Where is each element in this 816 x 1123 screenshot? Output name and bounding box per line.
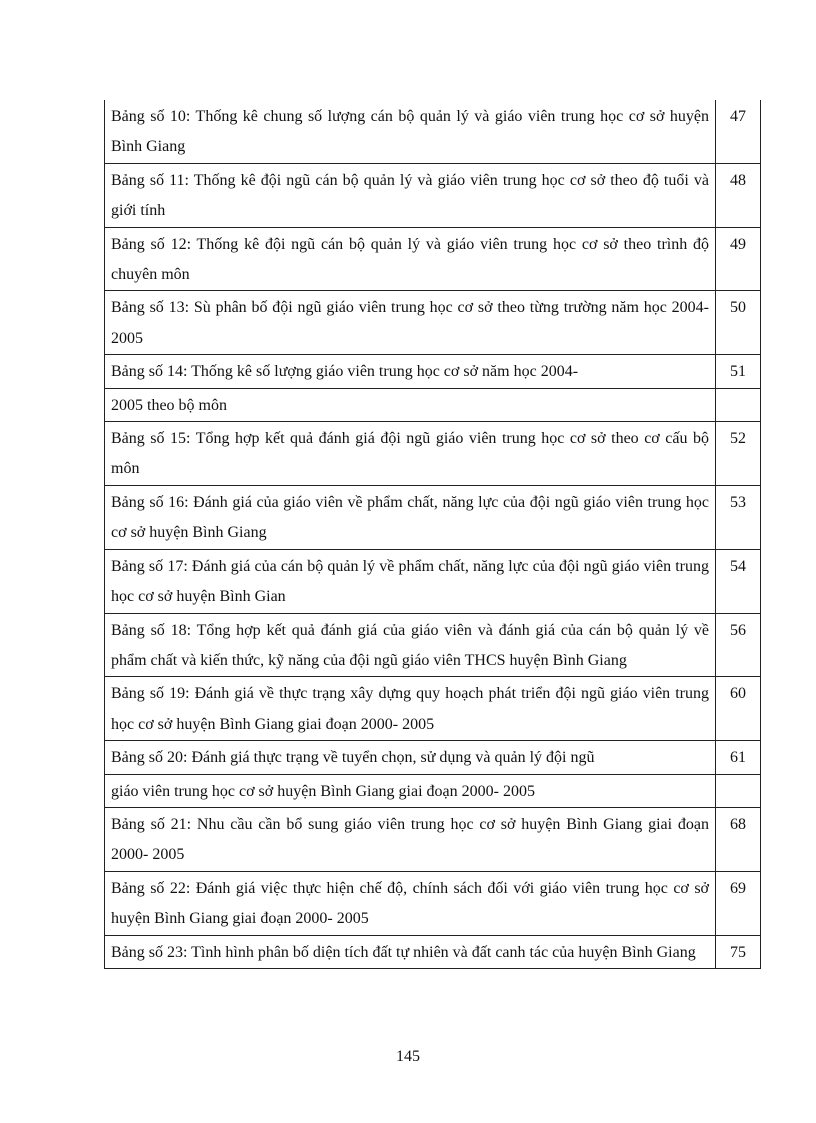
table-row — [105, 677, 761, 741]
table-row — [105, 549, 761, 613]
table-row — [105, 227, 761, 291]
toc-table — [104, 100, 761, 969]
row-page — [716, 774, 761, 807]
row-description: Bảng số 17: Đánh giá của cán bộ quản lý về phẩm chất, năng lực của đội ngũ giáo viên trung học cơ sở huyện Bình Gian — [105, 549, 716, 613]
row-description: Bảng số 15: Tổng hợp kết quả đánh giá đội ngũ giáo viên trung học cơ sở theo cơ cấu bộ môn — [105, 422, 716, 486]
row-page: 60 — [716, 677, 761, 741]
table-row — [105, 163, 761, 227]
row-page: 47 — [716, 100, 761, 163]
row-page: 68 — [716, 807, 761, 871]
row-page: 61 — [716, 741, 761, 774]
row-page — [716, 388, 761, 421]
row-description: Bảng số 19: Đánh giá về thực trạng xây dựng quy hoạch phát triển đội ngũ giáo viên trung học cơ sở huyện Bình Giang giai đoạn 2000- 2005 — [105, 677, 716, 741]
row-page: 54 — [716, 549, 761, 613]
row-description: Bảng số 12: Thống kê đội ngũ cán bộ quản lý và giáo viên trung học cơ sở theo trình độ chuyên môn — [105, 227, 716, 291]
row-description: Bảng số 16: Đánh giá của giáo viên về phẩm chất, năng lực của đội ngũ giáo viên trung học cơ sở huyện Bình Giang — [105, 485, 716, 549]
row-description: Bảng số 13: Sù phân bố đội ngũ giáo viên trung học cơ sở theo từng trường năm học 2004- 2005 — [105, 291, 716, 355]
table-row — [105, 355, 761, 388]
table-row — [105, 741, 761, 774]
row-page: 56 — [716, 613, 761, 677]
row-page: 48 — [716, 163, 761, 227]
row-description: Bảng số 22: Đánh giá việc thực hiện chế độ, chính sách đối với giáo viên trung học cơ sở huyện Bình Giang giai đoạn 2000- 2005 — [105, 871, 716, 935]
row-description: Bảng số 20: Đánh giá thực trạng về tuyển chọn, sử dụng và quản lý đội ngũ — [105, 741, 716, 774]
table-row — [105, 100, 761, 163]
table-row — [105, 613, 761, 677]
table-row — [105, 774, 761, 807]
row-page: 51 — [716, 355, 761, 388]
table-row — [105, 291, 761, 355]
table-row — [105, 935, 761, 968]
row-description: 2005 theo bộ môn — [105, 388, 716, 421]
row-description: Bảng số 21: Nhu cầu cần bổ sung giáo viên trung học cơ sở huyện Bình Giang giai đoạn 2000- 2005 — [105, 807, 716, 871]
table-row — [105, 871, 761, 935]
row-page: 50 — [716, 291, 761, 355]
table-row — [105, 388, 761, 421]
row-description: giáo viên trung học cơ sở huyện Bình Giang giai đoạn 2000- 2005 — [105, 774, 716, 807]
row-page: 69 — [716, 871, 761, 935]
row-description: Bảng số 10: Thống kê chung số lượng cán bộ quản lý và giáo viên trung học cơ sở huyện Bình Giang — [105, 100, 716, 163]
row-page: 49 — [716, 227, 761, 291]
row-page: 53 — [716, 485, 761, 549]
table-row — [105, 807, 761, 871]
row-description: Bảng số 18: Tổng hợp kết quả đánh giá của giáo viên và đánh giá của cán bộ quản lý về phẩm chất và kiến thức, kỹ năng của đội ngũ giáo viên THCS huyện Bình Giang — [105, 613, 716, 677]
page-number: 145 — [396, 1048, 420, 1065]
table-row — [105, 422, 761, 486]
row-description: Bảng số 11: Thống kê đội ngũ cán bộ quản lý và giáo viên trung học cơ sở theo độ tuổi và giới tính — [105, 163, 716, 227]
row-page: 52 — [716, 422, 761, 486]
row-page: 75 — [716, 935, 761, 968]
row-description: Bảng số 23: Tình hình phân bố diện tích đất tự nhiên và đất canh tác của huyện Bình Giang — [105, 935, 716, 968]
table-row — [105, 485, 761, 549]
row-description: Bảng số 14: Thống kê số lượng giáo viên trung học cơ sở năm học 2004- — [105, 355, 716, 388]
